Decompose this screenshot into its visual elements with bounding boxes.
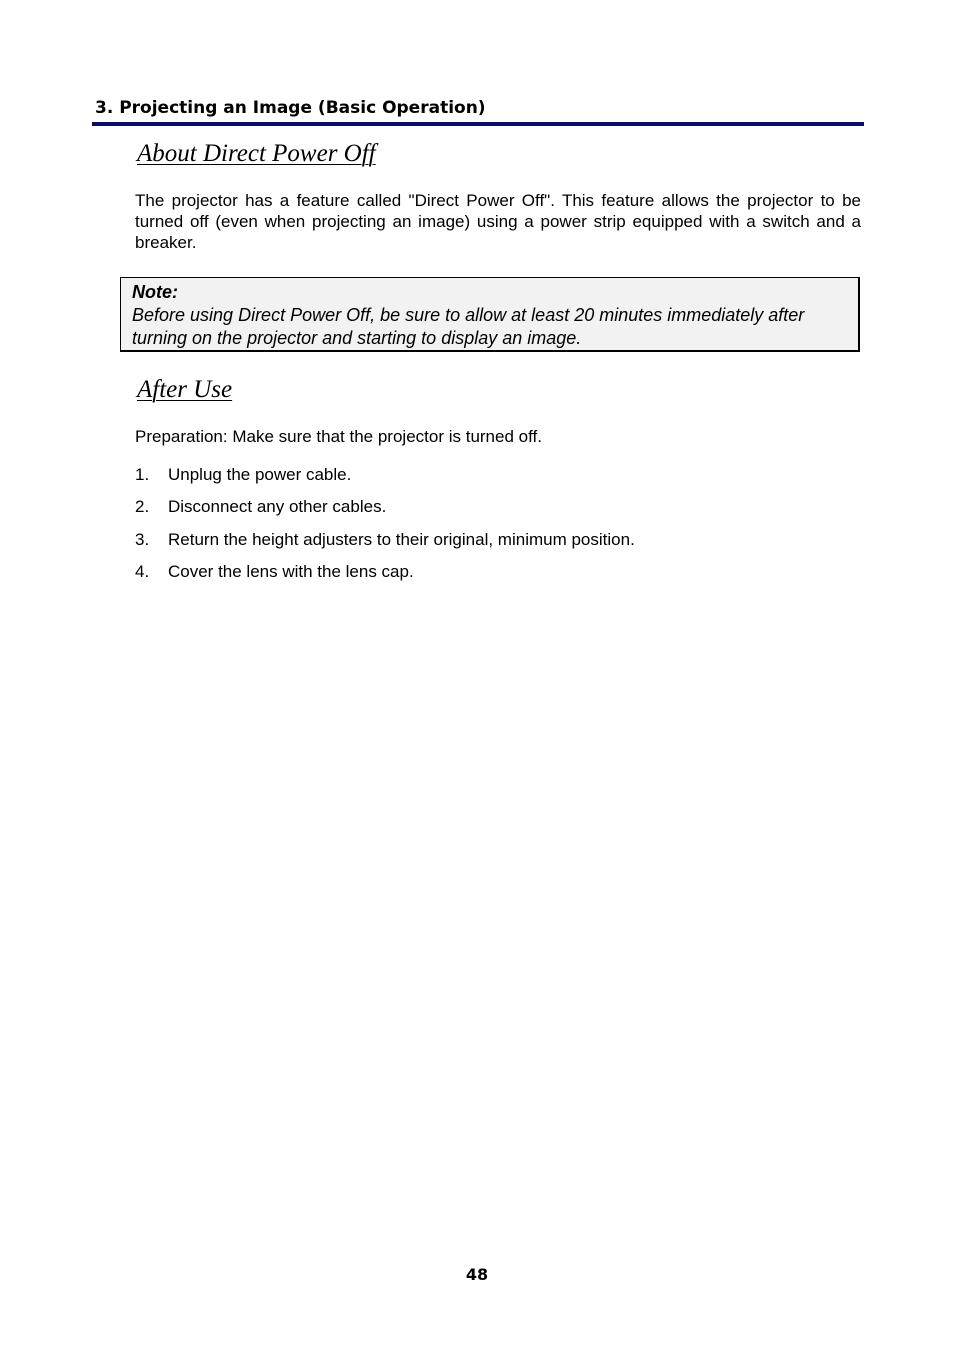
note-box	[120, 277, 860, 352]
chapter-header: 3. Projecting an Image (Basic Operation)	[95, 98, 486, 118]
step-text: Unplug the power cable.	[168, 465, 352, 484]
note-text: Before using Direct Power Off, be sure to allow at least 20 minutes immediately after turning on the projector and starting to display an image.	[132, 305, 805, 348]
step-number: 3.	[135, 529, 150, 549]
section-heading-about-direct-power-off: About Direct Power Off	[137, 140, 376, 167]
step-item	[135, 464, 855, 496]
step-item	[135, 529, 855, 561]
section-heading-after-use: After Use	[137, 376, 233, 403]
after-use-steps	[135, 464, 855, 593]
direct-power-off-paragraph: The projector has a feature called "Direct Power Off". This feature allows the projector to be turned off (even when projecting an image) using a power strip equipped with a switch and a breaker.	[135, 191, 861, 252]
page-number: 48	[465, 1265, 489, 1284]
step-number: 2.	[135, 497, 150, 517]
note-title: Note:	[132, 282, 178, 302]
step-item	[135, 496, 855, 528]
preparation-paragraph: Preparation: Make sure that the projector is turned off.	[135, 427, 542, 446]
step-number: 1.	[135, 465, 150, 484]
step-text: Disconnect any other cables.	[168, 497, 387, 517]
step-text: Return the height adjusters to their original, minimum position.	[168, 529, 635, 549]
step-number: 4.	[135, 561, 150, 581]
step-item	[135, 561, 855, 593]
header-rule	[92, 122, 864, 126]
step-text: Cover the lens with the lens cap.	[168, 561, 414, 581]
